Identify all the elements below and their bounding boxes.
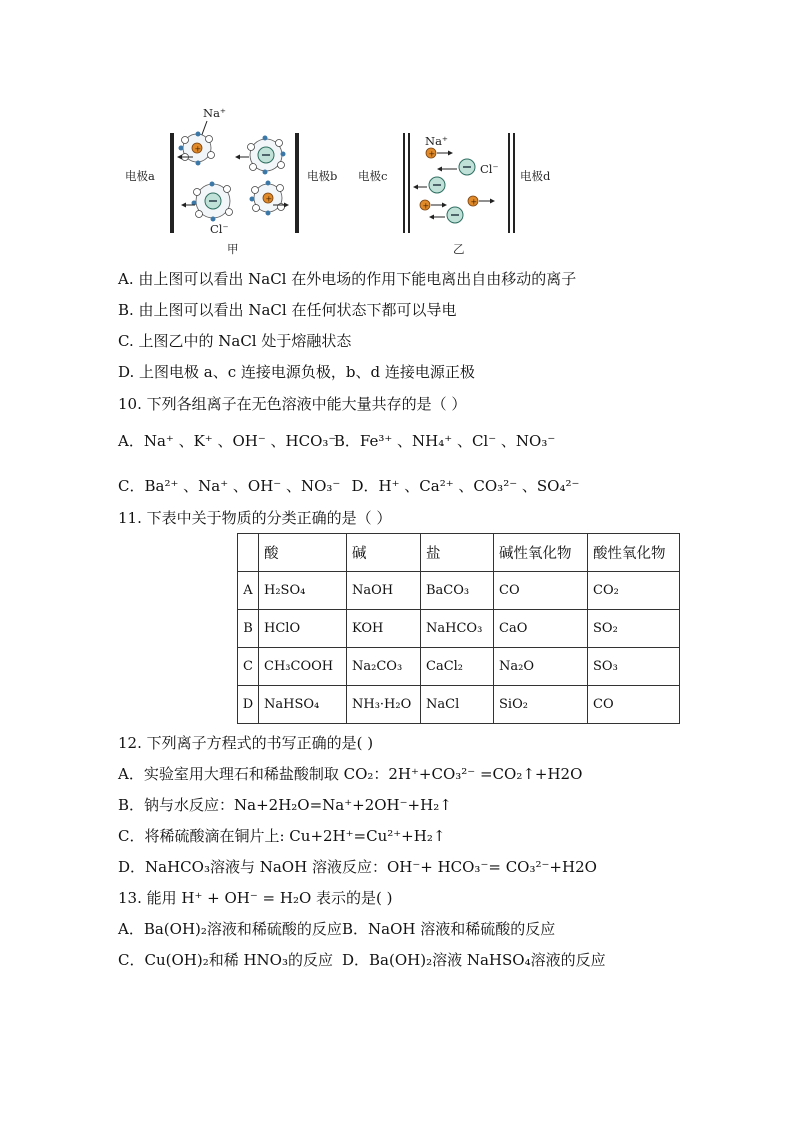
q10-option-c-label: C． [118,477,145,495]
q12-option-c: C．将稀硫酸滴在铜片上: Cu+2H⁺=Cu²⁺+H₂↑ [118,827,446,845]
table-header-cell: 酸性氧化物 [588,534,680,572]
q13-row-cd [118,950,606,970]
right-anion-label: Cl⁻ [480,162,499,176]
table-cell: NaHSO₄ [259,686,347,724]
table-cell: D [238,686,259,724]
hydrated-anion-2 [181,182,233,222]
hydrated-cation-1 [177,132,215,166]
table-header-cell: 盐 [421,534,494,572]
q9-option-d: D. 上图电极 a、c 连接电源负极，b、d 连接电源正极 [118,363,475,381]
table-header-cell: 碱 [347,534,421,572]
table-row [238,572,680,610]
q12-option-d: D．NaHCO₃溶液与 NaOH 溶液反应：OH⁻+ HCO₃⁻= CO₃²⁻+H2O [118,858,597,876]
electrode-d-label: 电极d [520,169,551,183]
q13-option-a: A．Ba(OH)₂溶液和稀硫酸的反应 [118,920,342,938]
q13-option-d: D．Ba(OH)₂溶液 NaHSO₄溶液的反应 [342,951,606,969]
electrode-d-plate [513,133,515,233]
q9-option-c: C. 上图乙中的 NaCl 处于熔融状态 [118,332,352,350]
q10-option-d-ions: H⁺ 、Ca²⁺ 、CO₃²⁻ 、SO₄²⁻ [378,477,580,495]
free-ions [413,148,495,223]
q12-option-a: A．实验室用大理石和稀盐酸制取 CO₂：2H⁺+CO₃²⁻ =CO₂↑+H2O [118,765,583,783]
table-cell: Na₂O [494,648,588,686]
q13-option-b: B．NaOH 溶液和稀硫酸的反应 [342,920,556,938]
q10-row-ab [118,431,555,451]
table-header-cell [238,534,259,572]
electrode-b-plate [295,133,299,233]
table-cell: NaCl [421,686,494,724]
svg-text:+: + [265,194,273,204]
hydrated-anion-1 [235,136,286,175]
table-row [238,686,680,724]
table-cell: A [238,572,259,610]
table-cell: SiO₂ [494,686,588,724]
table-header-cell: 酸 [259,534,347,572]
table-row [238,610,680,648]
left-anion-label: Cl⁻ [210,222,229,236]
right-cation-label: Na⁺ [425,134,448,148]
table-cell: NH₃·H₂O [347,686,421,724]
q10-stem: 10. 下列各组离子在无色溶液中能大量共存的是（ ） [118,395,467,413]
left-cation-label: Na⁺ [203,106,226,120]
table-row [238,648,680,686]
table-cell: SO₂ [588,610,680,648]
q10-option-b-label: B． [333,432,360,450]
table-cell: Na₂CO₃ [347,648,421,686]
q11-stem: 11. 下表中关于物质的分类正确的是（ ） [118,509,392,527]
electrode-c-label: 电极c [358,169,388,183]
q10-option-a-label: A． [118,432,144,450]
q12-option-b: B．钠与水反应：Na+2H₂O=Na⁺+2OH⁻+H₂↑ [118,796,452,814]
table-cell: NaOH [347,572,421,610]
q13-stem: 13. 能用 H⁺ + OH⁻ = H₂O 表示的是( ) [118,889,393,907]
table-cell: NaHCO₃ [421,610,494,648]
q13-option-c: C．Cu(OH)₂和稀 HNO₃的反应 [118,951,333,969]
q10-row-cd [118,476,579,496]
right-caption: 乙 [453,242,465,256]
electrode-a-label: 电极a [125,169,155,183]
table-cell: CaO [494,610,588,648]
q10-option-a-ions: Na⁺ 、K⁺ 、OH⁻ 、HCO₃⁻ [143,432,337,450]
q9-option-b: B. 由上图可以看出 NaCl 在任何状态下都可以导电 [118,301,457,319]
table-header-row [238,534,680,572]
electrode-c-plate [408,133,410,233]
svg-text:+: + [422,201,430,211]
svg-text:+: + [428,149,436,159]
table-cell: CH₃COOH [259,648,347,686]
table-cell: CO [588,686,680,724]
table-cell: BaCO₃ [421,572,494,610]
q13-row-ab [118,919,555,939]
electrode-a-plate [170,133,174,233]
table-cell: HClO [259,610,347,648]
table-cell: KOH [347,610,421,648]
q12-stem: 12. 下列离子方程式的书写正确的是( ) [118,734,374,752]
q10-option-c-ions: Ba²⁺ 、Na⁺ 、OH⁻ 、NO₃⁻ [144,477,341,495]
table-cell: CaCl₂ [421,648,494,686]
table-header-cell: 碱性氧化物 [494,534,588,572]
left-caption: 甲 [227,242,239,256]
table-cell: H₂SO₄ [259,572,347,610]
svg-text:+: + [470,197,478,207]
q10-option-b-ions: Fe³⁺ 、NH₄⁺ 、Cl⁻ 、NO₃⁻ [359,432,556,450]
table-cell: C [238,648,259,686]
q10-option-d-label: D． [351,477,379,495]
classification-table [237,533,680,724]
q9-option-a: A. 由上图可以看出 NaCl 在外电场的作用下能电离出自由移动的离子 [118,270,577,288]
electrode-b-label: 电极b [307,169,338,183]
electrolysis-diagram [115,95,575,260]
table-cell: CO₂ [588,572,680,610]
table-cell: SO₃ [588,648,680,686]
hydrated-cation-2 [250,181,290,216]
svg-text:+: + [194,144,202,154]
electrolysis-figure [115,95,575,260]
table-cell: B [238,610,259,648]
table-cell: CO [494,572,588,610]
